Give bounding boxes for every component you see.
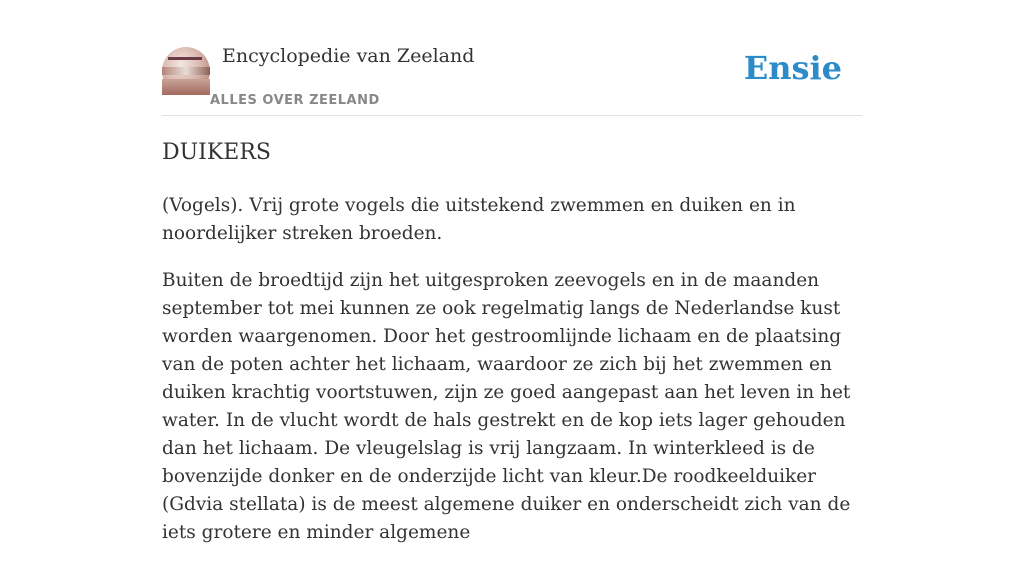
avatar-detail (162, 67, 210, 75)
site-header (162, 0, 862, 116)
content-container (162, 0, 862, 543)
ensie-logo-link[interactable]: Ensie (743, 49, 842, 87)
article-paragraph: Buiten de broedtijd zijn het uitgesproken zeevogels en in de maanden september tot mei kunnen ze ook regelmatig langs de Nederlandse kust worden waargenomen. Door het gestroomlijnde lichaam en de plaatsing van de poten achter het lichaam, waardoor ze zich bij het zwemmen en duiken krachtig voortstuwen, zijn ze goed aangepast aan het leven in het water. In de vlucht wordt de hals gestrekt en de kop iets lager gehouden dan het lichaam. De vleugelslag is vrij langzaam. In winterkleed is de bovenzijde donker en de onderzijde licht van kleur.De roodkeelduiker (Gdvia stellata) is de meest algemene duiker en onderscheidt zich van de iets grotere en minder algemene (162, 270, 851, 543)
site-subtitle: ALLES OVER ZEELAND (210, 93, 380, 108)
avatar-detail (168, 57, 202, 60)
article-paragraph: (Vogels). Vrij grote vogels die uitstekend zwemmen en duiken en in noordelijker streken broeden. (162, 195, 796, 244)
site-avatar[interactable] (162, 47, 210, 95)
site-title[interactable]: Encyclopedie van Zeeland (222, 45, 475, 67)
article-title: DUIKERS (162, 140, 272, 165)
article-body (162, 192, 862, 566)
avatar-detail (162, 79, 210, 95)
